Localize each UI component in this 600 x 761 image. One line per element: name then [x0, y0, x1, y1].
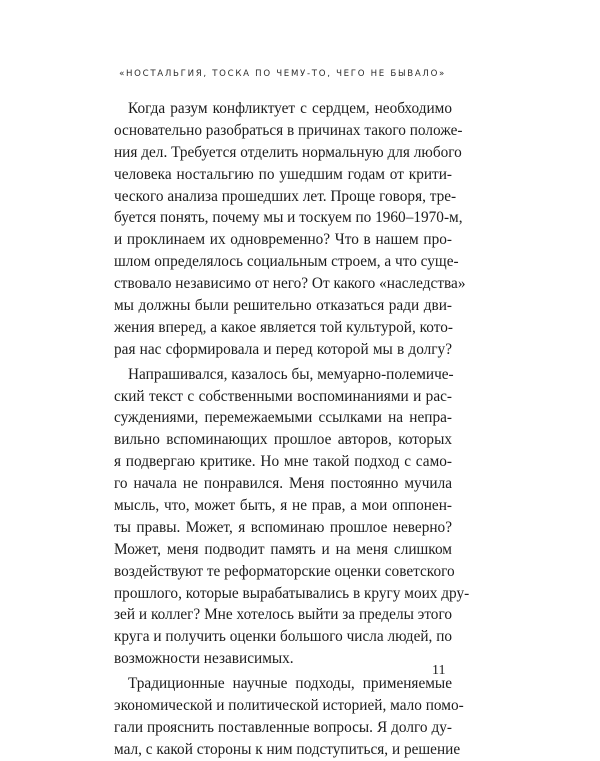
- text-line: го начала не понравился. Меня постоянно мучила: [114, 475, 452, 493]
- text-line: мысль, что, может быть, я не прав, а мои оппонен-: [114, 497, 452, 515]
- text-line: Традиционные научные подходы, применяемые: [128, 675, 452, 693]
- text-line: гали прояснить поставленные вопросы. Я долго ду-: [114, 718, 452, 736]
- text-line: ский текст с собственными воспоминаниями и рас-: [114, 387, 452, 405]
- text-line: Когда разум конфликтует с сердцем, необходимо: [128, 100, 452, 117]
- text-line: круга и получить оценки большого числа людей, по: [114, 628, 453, 646]
- text-line: ния дел. Требуется отделить нормальную для любого: [114, 143, 462, 161]
- body-text: [114, 98, 470, 761]
- text-line: экономической и политической историей, мало помо-: [114, 697, 464, 715]
- text-line: мал, с какой стороны к ним подступиться, и решение: [114, 740, 461, 758]
- paragraph-2: [114, 364, 470, 670]
- text-line: воздействуют те реформаторские оценки советского: [114, 562, 455, 580]
- text-line: буется понять, почему мы и тоскуем по 1960–1970-м,: [114, 209, 463, 227]
- text-line: шлом определялось социальным строем, а что суще-: [114, 253, 459, 271]
- text-line: и проклинаем их одновременно? Что в нашем про-: [114, 231, 452, 249]
- text-line: Может, меня подводит память и на меня слишком: [114, 540, 452, 558]
- text-line: жения вперед, а какое является той культурой, кото-: [114, 318, 453, 336]
- text-line: вильно вспоминающих прошлое авторов, которых: [114, 431, 452, 449]
- running-header: «НОСТАЛЬГИЯ, ТОСКА ПО ЧЕМУ-ТО, ЧЕГО НЕ БЫВАЛО»: [119, 69, 446, 79]
- paragraph-1: [114, 98, 466, 361]
- text-line: зей и коллег? Мне хотелось выйти за пределы этого: [114, 606, 452, 624]
- text-line: я подвергаю критике. Но мне такой подход с само-: [114, 453, 452, 471]
- paragraph-3: [114, 673, 464, 761]
- text-line: Напрашивался, казалось бы, мемуарно-полемиче-: [128, 365, 454, 383]
- text-line: рая нас сформировала и перед которой мы в долгу?: [114, 340, 452, 358]
- text-line: ствовало независимо от него? От какого «наследства»: [114, 275, 466, 293]
- text-line: ты правы. Может, я вспоминаю прошлое неверно?: [114, 518, 452, 536]
- text-line: основательно разобраться в причинах такого положе-: [114, 121, 463, 139]
- text-line: суждениями, перемежаемыми ссылками на непра-: [114, 409, 452, 427]
- text-line: ческого анализа прошедших лет. Проще говоря, тре-: [114, 187, 457, 205]
- page-number: 11: [432, 663, 446, 678]
- text-line: человека ностальгию по ушедшим годам от крити-: [114, 165, 452, 183]
- text-line: возможности независимых.: [114, 650, 294, 668]
- text-line: прошлого, которые вырабатывались в кругу моих дру-: [114, 584, 470, 602]
- text-line: мы должны были решительно отказаться ради дви-: [114, 297, 452, 315]
